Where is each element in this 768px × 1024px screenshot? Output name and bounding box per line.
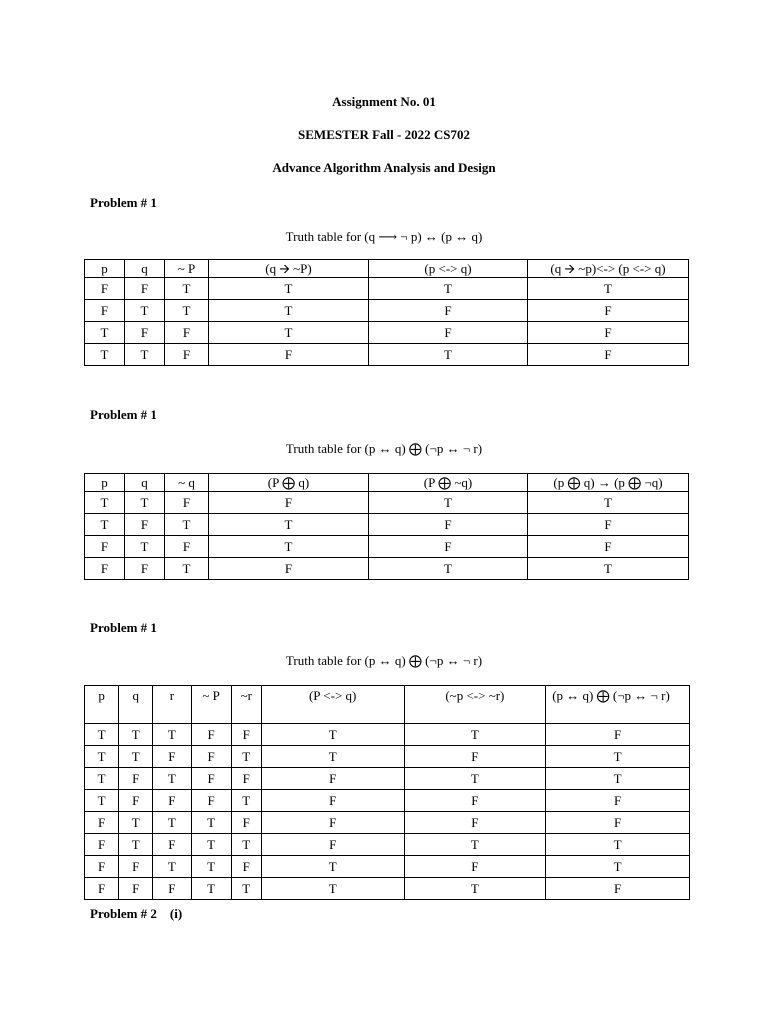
table-row: [85, 300, 689, 322]
table-cell: T: [231, 878, 261, 900]
table-cell: F: [119, 878, 153, 900]
table-row: [85, 344, 689, 366]
table-cell: F: [165, 536, 209, 558]
table-cell: T: [209, 278, 369, 300]
table-cell: F: [85, 300, 125, 322]
header-cell: ~ P: [165, 260, 209, 278]
table-cell: F: [528, 322, 689, 344]
table-cell: F: [231, 812, 261, 834]
table-cell: T: [546, 768, 690, 790]
table-cell: F: [165, 344, 209, 366]
table-cell: T: [153, 768, 191, 790]
table-cell: T: [404, 834, 546, 856]
table-cell: T: [231, 790, 261, 812]
table-cell: F: [261, 812, 404, 834]
table-cell: T: [125, 492, 165, 514]
table-cell: T: [119, 812, 153, 834]
problem-heading: Problem # 2 (i): [90, 906, 183, 921]
table-cell: T: [85, 746, 119, 768]
table-cell: T: [119, 834, 153, 856]
table-cell: T: [153, 812, 191, 834]
table-cell: T: [369, 492, 528, 514]
table-cell: F: [369, 300, 528, 322]
header-cell: p: [85, 474, 125, 492]
table-cell: F: [119, 856, 153, 878]
table-cell: F: [125, 558, 165, 580]
table-caption: Truth table for (p ↔ q) ⨁ (¬p ↔ ¬ r): [285, 441, 483, 456]
table-cell: T: [165, 558, 209, 580]
table-cell: T: [85, 768, 119, 790]
table-cell: F: [369, 322, 528, 344]
table-cell: T: [546, 746, 690, 768]
table-cell: F: [261, 790, 404, 812]
header-cell: ~ P: [191, 686, 231, 724]
problem-heading: Problem # 1: [90, 407, 157, 422]
table-cell: F: [165, 322, 209, 344]
table-cell: F: [125, 278, 165, 300]
table-cell: F: [191, 746, 231, 768]
table-cell: T: [153, 724, 191, 746]
course-title: Advance Algorithm Analysis and Design: [272, 160, 496, 175]
table-cell: F: [153, 878, 191, 900]
table-cell: F: [261, 768, 404, 790]
table-row: [85, 768, 690, 790]
table-cell: F: [85, 878, 119, 900]
table-cell: T: [85, 322, 125, 344]
table-header-row: [85, 686, 690, 724]
table-cell: T: [404, 724, 546, 746]
table-row: [85, 558, 689, 580]
table-cell: T: [153, 856, 191, 878]
table-cell: F: [191, 790, 231, 812]
table-cell: F: [191, 768, 231, 790]
table-row: [85, 514, 689, 536]
table-cell: F: [119, 768, 153, 790]
table-cell: T: [125, 300, 165, 322]
table-cell: T: [404, 768, 546, 790]
header-cell: q: [119, 686, 153, 724]
truth-table: [84, 685, 690, 900]
table-cell: F: [209, 558, 369, 580]
table-cell: F: [528, 300, 689, 322]
table-row: [85, 492, 689, 514]
header-cell: ~r: [231, 686, 261, 724]
table-cell: F: [153, 746, 191, 768]
table-cell: T: [209, 536, 369, 558]
table-row: [85, 856, 690, 878]
table-cell: F: [125, 322, 165, 344]
table-caption: Truth table for (p ↔ q) ⨁ (¬p ↔ ¬ r): [285, 653, 483, 668]
table-cell: T: [369, 278, 528, 300]
header-cell: (q 🡪 ~p)<-> (p <-> q): [528, 260, 689, 278]
table-cell: F: [404, 812, 546, 834]
table-cell: T: [261, 724, 404, 746]
table-cell: T: [191, 812, 231, 834]
table-cell: F: [404, 746, 546, 768]
table-cell: T: [209, 322, 369, 344]
table-cell: T: [231, 834, 261, 856]
truth-table: [84, 259, 689, 366]
header-cell: q: [125, 474, 165, 492]
header-cell: (q 🡪 ~P): [209, 260, 369, 278]
table-cell: T: [119, 746, 153, 768]
table-cell: T: [191, 878, 231, 900]
table-cell: F: [261, 834, 404, 856]
semester-line: SEMESTER Fall - 2022 CS702: [298, 127, 470, 142]
header-cell: q: [125, 260, 165, 278]
table-row: [85, 536, 689, 558]
table-cell: F: [85, 536, 125, 558]
table-cell: F: [369, 536, 528, 558]
table-cell: T: [369, 344, 528, 366]
table-cell: T: [528, 492, 689, 514]
table-cell: F: [209, 492, 369, 514]
table-cell: F: [119, 790, 153, 812]
table-cell: F: [546, 724, 690, 746]
table-cell: T: [165, 514, 209, 536]
header-cell: (p <-> q): [369, 260, 528, 278]
table-cell: T: [404, 878, 546, 900]
table-cell: T: [546, 856, 690, 878]
table-cell: T: [369, 558, 528, 580]
table-cell: T: [209, 300, 369, 322]
table-row: [85, 322, 689, 344]
document-title: Assignment No. 01: [332, 94, 436, 109]
table-row: [85, 790, 690, 812]
table-cell: F: [209, 344, 369, 366]
table-header-row: [85, 474, 689, 492]
problem-heading: Problem # 1: [90, 195, 157, 210]
table-cell: T: [528, 558, 689, 580]
table-cell: F: [165, 492, 209, 514]
table-cell: F: [85, 558, 125, 580]
table-cell: F: [85, 278, 125, 300]
table-cell: T: [165, 300, 209, 322]
table-cell: T: [261, 878, 404, 900]
table-cell: F: [231, 768, 261, 790]
table-cell: F: [404, 856, 546, 878]
header-cell: (P ⨁ ~q): [369, 474, 528, 492]
table-cell: T: [85, 514, 125, 536]
table-cell: F: [369, 514, 528, 536]
table-cell: T: [191, 856, 231, 878]
header-cell: (p ⨁ q) → (p ⨁ ¬q): [528, 474, 689, 492]
table-header-row: [85, 260, 689, 278]
header-cell: (P ⨁ q): [209, 474, 369, 492]
header-cell: p: [85, 686, 119, 724]
table-cell: F: [85, 812, 119, 834]
table-cell: F: [546, 790, 690, 812]
table-cell: T: [261, 856, 404, 878]
header-cell: ~ q: [165, 474, 209, 492]
table-row: [85, 834, 690, 856]
table-cell: F: [404, 790, 546, 812]
table-cell: F: [546, 878, 690, 900]
table-cell: F: [231, 856, 261, 878]
table-cell: T: [165, 278, 209, 300]
table-cell: T: [209, 514, 369, 536]
header-cell: p: [85, 260, 125, 278]
table-cell: T: [261, 746, 404, 768]
table-cell: F: [231, 724, 261, 746]
table-cell: T: [85, 344, 125, 366]
table-cell: F: [125, 514, 165, 536]
table-row: [85, 878, 690, 900]
table-cell: T: [85, 492, 125, 514]
table-cell: F: [85, 856, 119, 878]
header-cell: r: [153, 686, 191, 724]
header-cell: (~p <-> ~r): [404, 686, 546, 724]
table-row: [85, 724, 690, 746]
table-cell: F: [191, 724, 231, 746]
table-cell: T: [125, 344, 165, 366]
table-cell: F: [528, 514, 689, 536]
header-cell: (P <-> q): [261, 686, 404, 724]
table-cell: T: [85, 724, 119, 746]
problem-heading: Problem # 1: [90, 620, 157, 635]
table-cell: F: [528, 536, 689, 558]
table-cell: F: [528, 344, 689, 366]
truth-table: [84, 473, 689, 580]
table-cell: T: [528, 278, 689, 300]
table-row: [85, 278, 689, 300]
table-cell: T: [546, 834, 690, 856]
table-cell: T: [85, 790, 119, 812]
table-cell: F: [546, 812, 690, 834]
table-cell: F: [153, 790, 191, 812]
table-caption: Truth table for (q ⟶ ¬ p) ↔ (p ↔ q): [285, 229, 483, 244]
table-cell: T: [125, 536, 165, 558]
table-cell: F: [153, 834, 191, 856]
table-row: [85, 746, 690, 768]
table-cell: T: [191, 834, 231, 856]
table-row: [85, 812, 690, 834]
table-cell: T: [119, 724, 153, 746]
table-cell: T: [231, 746, 261, 768]
table-cell: F: [85, 834, 119, 856]
header-cell: (p ↔ q) ⨁ (¬p ↔ ¬ r): [546, 686, 690, 724]
